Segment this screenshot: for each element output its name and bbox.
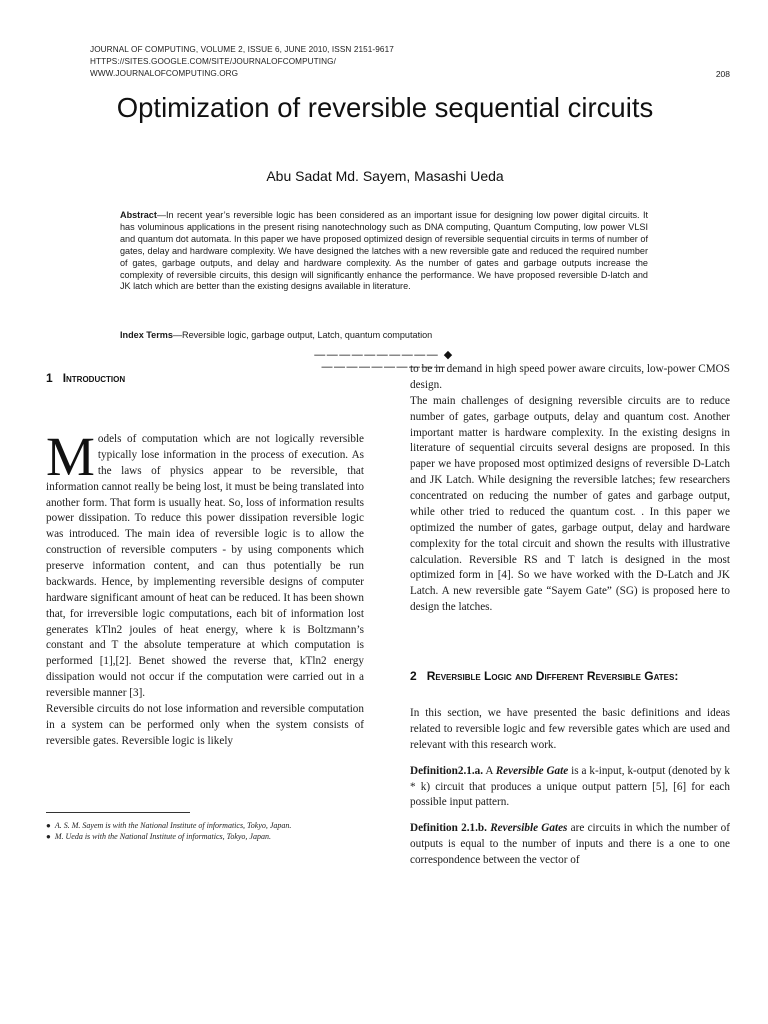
intro-paragraph-1-text: odels of computation which are not logically reversible typically lose information in the process of execution. As the laws of physics appear to be reversible, that information cannot really be being lost, it must be being translated into another form. That form is usually heat. So, loss of information results power dissipation. To reduce this power dissipation reversible logic was introduced. The main idea of reversible logic is to allow the construction of reversible computers - by using components which preserve information content, and can thus potentially be run backwards. Hence, by implementing reversible designs of computer hardware significant amount of heat can be reduced. It has been shown that, for irreversible logic computations, each bit of information lost generates kTln2 joules of heat energy, where k is Boltzmann’s constant and T the absolute temperature at which computation is performed [1],[2]. Benet showed the reverse that, kTln2 energy dissipation would not occur if the computation were carried out in a reversible manner [3].	[46, 433, 364, 699]
section-2-heading	[410, 668, 730, 685]
intro-paragraph-1	[46, 426, 364, 702]
abstract	[120, 210, 648, 293]
definition-2-1-b-term: Reversible Gates	[490, 822, 568, 835]
section-2-intro: In this section, we have presented the basic definitions and ideas related to reversible logic and few reversible gates which are used and relevant with this research work.	[410, 707, 730, 751]
definition-2-1-b-text: are circuits in which the number of outputs is equal to the number of inputs and there is a one to one correspondence between the vector of	[410, 822, 730, 866]
drop-cap: M	[46, 426, 95, 487]
section-2-title: Reversible Logic and Different Reversible Gates:	[426, 669, 679, 683]
section-1-title: Introduction	[62, 371, 126, 385]
right-column-top	[410, 362, 730, 616]
journal-header-line-3: WWW.JOURNALOFCOMPUTING.ORG	[90, 69, 239, 78]
section-separator: —————————— ◆ ——————————	[314, 349, 454, 373]
definition-2-1-a-text: is a k-input, k-output (denoted by k * k) circuit that produces a unique output pattern [5], [6] for each possible input pattern.	[410, 764, 731, 809]
definition-2-1-b	[410, 821, 730, 869]
index-terms-text: —Reversible logic, garbage output, Latch, quantum computation	[172, 330, 433, 340]
section-2-number: 2	[410, 669, 417, 683]
section-1-number: 1	[46, 371, 53, 385]
left-column	[46, 426, 364, 750]
page-number: 208	[715, 69, 730, 79]
definition-2-1-b-label: Definition 2.1.b.	[410, 822, 487, 835]
abstract-text: —In recent year’s reversible logic has been considered as an important issue for designing low power digital circuits. It has voluminous applications in the present rising nanotechnology such as DNA computing, Quantum Computing, low power VLSI and quantum dot automata. In this paper we have proposed optimized design of reversible sequential circuits in terms of number of gates, delay and hardware complexity. We have designed the latches with a new reversible gate and reduced the required number of gates, garbage outputs, and delay and hardware complexity. As the number of gates and garbage outputs increase the complexity of reversible circuits, this design will significantly enhance the performance. We have proposed reversible D-latch and JK latch which are better than the existing designs available in literature.	[120, 210, 648, 292]
paper-title: Optimization of reversible sequential circuits	[116, 92, 654, 123]
definition-2-1-a-label: Definition2.1.a.	[410, 764, 484, 777]
right-paragraph-1: to be in demand in high speed power aware circuits, low-power CMOS design.	[410, 363, 730, 391]
abstract-label: Abstract	[120, 210, 157, 220]
footnote-1-text: A. S. M. Sayem is with the National Institute of informatics, Tokyo, Japan.	[54, 821, 292, 830]
definition-2-1-a-pre: A	[483, 764, 496, 777]
index-terms	[120, 330, 648, 340]
footnote-1: ● A. S. M. Sayem is with the National Institute of informatics, Tokyo, Japan.	[46, 821, 292, 830]
paper-authors: Abu Sadat Md. Sayem, Masashi Ueda	[266, 168, 504, 184]
footnote-2-text: M. Ueda is with the National Institute of informatics, Tokyo, Japan.	[54, 832, 271, 841]
section-2-body	[410, 706, 730, 869]
definition-2-1-a-term: Reversible Gate	[495, 764, 569, 777]
section-1-heading	[46, 371, 125, 385]
journal-header-line-2: HTTPS://SITES.GOOGLE.COM/SITE/JOURNALOFCOMPUTING/	[90, 57, 336, 66]
footnote-rule	[46, 812, 190, 813]
right-paragraph-2: The main challenges of designing reversible circuits are to reduce number of gates, garbage outputs, delay and quantum cost. Another important matter is hardware complexity. In the existing designs in literature of sequential circuits several designs are proposed. In this paper we have proposed most optimized designs of reversible D-Latch and JK Latch. While designing the reversible latches; few researchers concentrated on reducing the number of gates and garbage output, while other tried to reduced the quantum cost. . In this paper we optimized the number of gates, garbage output, delay and hardware complexity for the total circuit and shown the results with illustrative calculation. Reversible RS and T latch is designed in the most optimized form in [4]. So we have worked with the D-Latch and JK Latch. A new reversible gate “Sayem Gate” (SG) is proposed here to design the latches.	[410, 394, 730, 614]
journal-header-line-1: JOURNAL OF COMPUTING, VOLUME 2, ISSUE 6, JUNE 2010, ISSN 2151-9617	[90, 45, 394, 54]
index-terms-label: Index Terms	[120, 330, 173, 340]
intro-paragraph-2: Reversible circuits do not lose information and reversible computation in a system can be performed only when the system consists of reversible gates. Reversible logic is likely	[46, 702, 364, 747]
footnote-2: ● M. Ueda is with the National Institute of informatics, Tokyo, Japan.	[46, 832, 271, 841]
definition-2-1-a	[410, 764, 730, 812]
